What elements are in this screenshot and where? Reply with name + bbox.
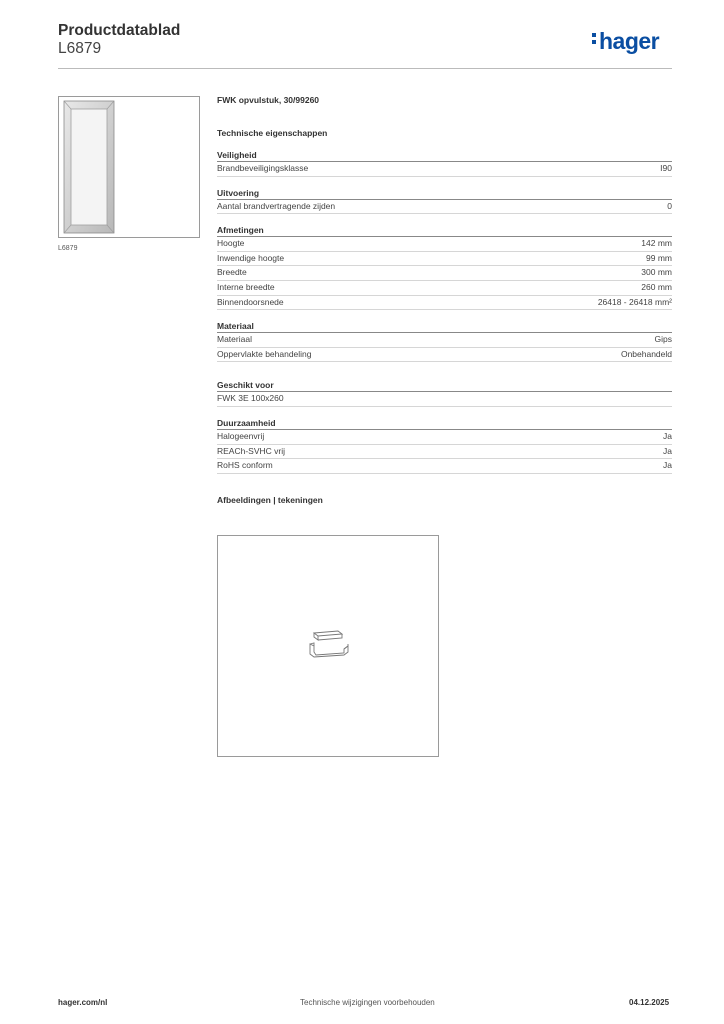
spec-value: Ja: [663, 445, 672, 456]
thumbnail-caption: L6879: [58, 245, 78, 252]
section-uitvoering: Uitvoering: [217, 187, 672, 200]
spacer: [217, 362, 672, 379]
spec-value: Onbehandeld: [620, 348, 672, 359]
spec-row: [217, 430, 672, 445]
spec-label: Oppervlakte behandeling: [217, 348, 312, 359]
technical-heading: Technische eigenschappen: [217, 128, 328, 138]
spec-label: Binnendoorsnede: [217, 296, 284, 307]
technical-drawing: [217, 535, 439, 757]
footer-website: hager.com/nl: [58, 998, 108, 1007]
spec-value: Ja: [663, 430, 672, 441]
section-materiaal: Materiaal: [217, 320, 672, 333]
spec-value: Gips: [654, 334, 672, 345]
logo-text: hager: [599, 28, 660, 54]
spec-value: 300 mm: [641, 267, 672, 278]
section-veiligheid: Veiligheid: [217, 149, 672, 162]
spec-row: [217, 459, 672, 474]
spec-row: [217, 200, 672, 215]
spec-label: Brandbeveiligingsklasse: [217, 163, 309, 173]
footer-disclaimer: Technische wijzigingen voorbehouden: [300, 998, 435, 1007]
spec-row: [217, 392, 672, 407]
spec-row: [217, 266, 672, 281]
spec-value: 260 mm: [641, 281, 672, 292]
spec-value: 26418 - 26418 mm²: [597, 296, 672, 307]
spec-row: [217, 281, 672, 296]
spec-row: [217, 237, 672, 252]
spec-label: FWK 3E 100x260: [217, 393, 284, 404]
technical-content: [217, 93, 672, 506]
spec-row: [217, 162, 672, 177]
spec-label: Aantal brandvertragende zijden: [217, 200, 336, 211]
product-thumbnail: [58, 96, 200, 238]
footer-date: 04.12.2025: [629, 998, 670, 1007]
spec-label: REACh-SVHC vrij: [217, 445, 286, 456]
spec-value: Ja: [663, 460, 672, 471]
page-title: Productdatablad: [58, 22, 181, 39]
product-title: FWK opvulstuk, 30/99260: [217, 95, 320, 105]
section-geschikt-voor: Geschikt voor: [217, 379, 672, 392]
spec-label: Materiaal: [217, 334, 252, 345]
section-afmetingen: Afmetingen: [217, 224, 672, 237]
spec-row: [217, 252, 672, 267]
spec-value: 142 mm: [641, 238, 672, 249]
spec-row: [217, 333, 672, 348]
spec-row: [217, 296, 672, 311]
spec-label: Inwendige hoogte: [217, 252, 285, 263]
frame-product-icon: [59, 97, 199, 237]
spec-value: 0: [667, 200, 672, 211]
spec-label: Interne breedte: [217, 281, 275, 292]
spec-label: Hoogte: [217, 238, 245, 249]
spec-label: Breedte: [217, 267, 247, 278]
section-duurzaamheid: Duurzaamheid: [217, 417, 672, 430]
spec-label: Halogeenvrij: [217, 430, 265, 441]
logo-dots-icon: [592, 30, 597, 47]
spec-row: [217, 348, 672, 363]
product-code: L6879: [58, 40, 102, 57]
spec-value: I90: [660, 163, 672, 173]
drawings-heading: Afbeeldingen | tekeningen: [217, 494, 323, 505]
spec-row: [217, 445, 672, 460]
spec-value: 99 mm: [646, 252, 672, 263]
filler-piece-drawing-icon: [218, 536, 438, 756]
header-divider: [58, 68, 672, 69]
hager-logo: [592, 28, 659, 55]
spec-label: RoHS conform: [217, 460, 273, 471]
